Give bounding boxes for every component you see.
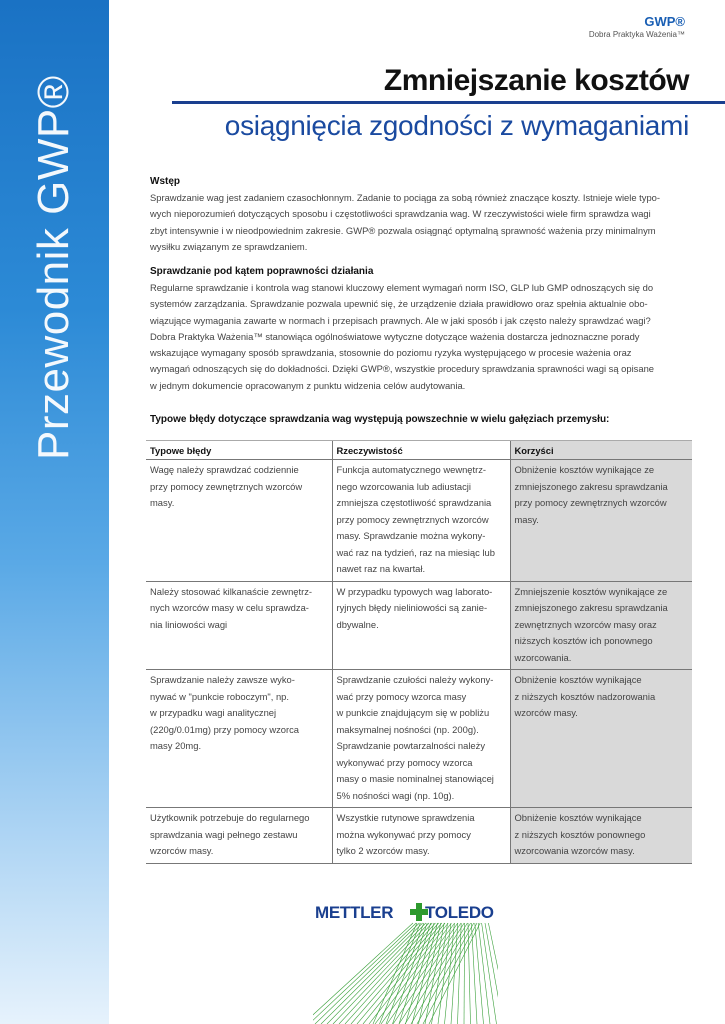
cell-benefit <box>510 670 692 808</box>
cell-line: Sprawdzanie należy zawsze wyko- <box>150 674 295 685</box>
cell-line: Funkcja automatycznego wewnętrz- <box>336 464 487 475</box>
cell-line: sprawdzania wagi pełnego zestawu <box>150 828 298 840</box>
cell-line: wykonywać przy pomocy wzorca <box>336 756 473 768</box>
cell-line: z niższych kosztów ponownego <box>514 828 646 840</box>
cell-typical-error <box>146 581 332 670</box>
cell-line: przy pomocy zewnętrznych wzorców <box>336 513 489 525</box>
header-reality: Rzeczywistość <box>332 441 510 460</box>
table-header-row <box>146 441 692 460</box>
table-body <box>146 460 692 864</box>
cell-line: Należy stosować kilkanaście zewnętrz- <box>150 585 313 597</box>
brand-block <box>589 14 685 39</box>
cell-line: masy o masie nominalnej stanowiącej <box>336 773 494 784</box>
cell-line: przy pomocy zewnętrznych wzorców <box>514 497 667 508</box>
title-divider <box>172 101 725 104</box>
cell-line: Sprawdzanie powtarzalności należy <box>336 740 486 751</box>
performance-line: Regularne sprawdzanie i kontrola wag stanowi kluczowy element wymagań norm ISO, GLP lub GMP odnoszących się do <box>150 282 654 293</box>
performance-heading: Sprawdzanie pod kątem poprawności działania <box>150 266 374 277</box>
cell-line: wzorcowania. <box>514 651 572 663</box>
performance-section <box>150 266 692 394</box>
table-row <box>146 581 692 670</box>
cell-line: Wszystkie rutynowe sprawdzenia <box>336 812 475 823</box>
performance-line: wskazujące wymagany sposób sprawdzania, stosownie do poziomu ryzyka występującego w procesie ważenia oraz <box>150 347 632 359</box>
intro-section <box>150 176 692 255</box>
cell-line: 5% nośności wagi (np. 10g). <box>336 789 455 801</box>
cell-line: nywać w "punkcie roboczym", np. <box>150 690 290 702</box>
header-typical-errors: Typowe błędy <box>146 441 332 460</box>
cell-line: Zmniejszenie kosztów wynikające ze <box>514 585 668 597</box>
performance-line: wiązujące wymagania zawarte w normach i przepisach prawnych. Ale w jaki sposób i jak często należy sprawdzać wagi? <box>150 314 651 326</box>
logo-word-right: TOLEDO <box>425 903 494 922</box>
cell-line: W przypadku typowych wag laborato- <box>336 585 493 597</box>
brand-subtitle: Dobra Praktyka Ważenia™ <box>588 30 685 39</box>
cell-line: zmniejsza częstotliwość sprawdzania <box>336 497 492 508</box>
table-row <box>146 808 692 864</box>
cell-line: niższych kosztów ich ponownego <box>514 635 653 646</box>
cell-line: wzorcowania wzorców masy. <box>514 845 635 856</box>
table-row <box>146 670 692 808</box>
performance-line: Dobra Praktyka Ważenia™ stanowiąca ogólnoświatowe wytyczne dotyczące ważenia dostarcza jednoznaczne porady <box>150 330 640 342</box>
cell-reality <box>332 581 510 670</box>
performance-line: wymagań odnoszących się do dokładności. Dzięki GWP®, wszystkie procedury sprawdzania sprawności wagi są opisane <box>150 363 655 375</box>
cell-reality <box>332 460 510 582</box>
cell-line: zmniejszonego zakresu sprawdzania <box>514 480 668 492</box>
cell-benefit <box>510 460 692 582</box>
errors-table <box>146 440 692 864</box>
intro-paragraph <box>150 190 692 255</box>
cell-line: masy 20mg. <box>150 740 202 751</box>
sidebar-band <box>0 0 109 1024</box>
cell-reality <box>332 670 510 808</box>
cell-line: można wykonywać przy pomocy <box>336 828 471 840</box>
page-title: Zmniejszanie kosztów <box>383 64 689 97</box>
cell-line: ryjnych błędy nieliniowości są zanie- <box>336 602 488 613</box>
cell-line: wać przy pomocy wzorca masy <box>336 690 467 702</box>
cell-line: Sprawdzanie czułości należy wykony- <box>336 674 494 685</box>
header-benefits: Korzyści <box>510 441 692 460</box>
performance-line: w jednym dokumencie opracowanym z punktu widzenia celów audytowania. <box>150 379 466 391</box>
cell-line: (220g/0.01mg) przy pomocy wzorca <box>150 723 300 735</box>
intro-line: wysiłku związanym ze sprawdzaniem. <box>150 240 308 252</box>
logo-word-left: METTLER <box>315 903 394 922</box>
cell-line: dbywalne. <box>336 618 379 630</box>
intro-heading: Wstęp <box>150 176 180 187</box>
cell-line: Obniżenie kosztów wynikające <box>514 812 642 823</box>
cell-line: masy. Sprawdzanie można wykony- <box>336 530 486 541</box>
cell-line: maksymalnej nośności (np. 200g). <box>336 723 479 735</box>
cell-line: wać raz na tydzień, raz na miesiąc lub <box>336 546 495 558</box>
cell-line: nawet raz na kwartał. <box>336 563 426 574</box>
cell-line: wzorców masy. <box>150 845 214 856</box>
cell-line: Obniżenie kosztów wynikające ze <box>514 464 655 475</box>
cell-reality <box>332 808 510 864</box>
cell-line: tylko 2 wzorców masy. <box>336 845 430 856</box>
cell-benefit <box>510 808 692 864</box>
table-heading: Typowe błędy dotyczące sprawdzania wag występują powszechnie w wielu gałęziach przemysłu: <box>150 414 610 425</box>
cell-typical-error <box>146 670 332 808</box>
table-row <box>146 460 692 582</box>
sidebar-title: Przewodnik GWP® <box>29 75 78 460</box>
intro-line: wych nieporozumień dotyczących sposobu i częstotliwości sprawdzania wag. W rzeczywistości wiele firm sprawdza wagi <box>150 208 651 220</box>
cell-line: zmniejszonego zakresu sprawdzania <box>514 602 668 613</box>
intro-line: Sprawdzanie wag jest zadaniem czasochłonnym. Zadanie to pociąga za sobą również znaczące koszty. Istnieje wiele typo- <box>150 192 660 203</box>
cell-line: nia liniowości wagi <box>150 618 228 630</box>
page-subtitle: osiągnięcia zgodności z wymaganiami <box>224 110 689 141</box>
cell-line: w punkcie znajdującym się w pobliżu <box>336 707 490 718</box>
cell-benefit <box>510 581 692 670</box>
cell-line: z niższych kosztów nadzorowania <box>514 690 656 702</box>
cell-line: w przypadku wagi analitycznej <box>150 707 277 718</box>
cell-line: wzorców masy. <box>514 707 578 718</box>
cell-line: przy pomocy zewnętrznych wzorców <box>150 480 303 492</box>
cell-line: Wagę należy sprawdzać codziennie <box>150 464 299 475</box>
cell-typical-error <box>146 808 332 864</box>
performance-paragraph <box>150 280 692 394</box>
cell-line: Obniżenie kosztów wynikające <box>514 674 642 685</box>
intro-line: zbyt intensywnie i w nieodpowiednim zakresie. GWP® pozwala osiągnąć optymalną sprawność ważenia przy minimalnym <box>150 224 656 236</box>
cell-line: masy. <box>514 513 539 525</box>
brand-name: GWP® <box>644 14 685 29</box>
cell-typical-error <box>146 460 332 582</box>
cell-line: Użytkownik potrzebuje do regularnego <box>150 812 310 823</box>
cell-line: zewnętrznych wzorców masy oraz <box>514 618 657 630</box>
cell-line: masy. <box>150 497 175 508</box>
cell-line: nego wzorcowania lub adiustacji <box>336 480 471 492</box>
cell-line: nych wzorców masy w celu sprawdza- <box>150 602 309 613</box>
mettler-toledo-logo <box>313 901 498 1024</box>
performance-line: systemów zarządzania. Sprawdzanie pozwala upewnić się, że urządzenie działa prawidłowo oraz spełnia aktualnie obo- <box>150 298 648 310</box>
